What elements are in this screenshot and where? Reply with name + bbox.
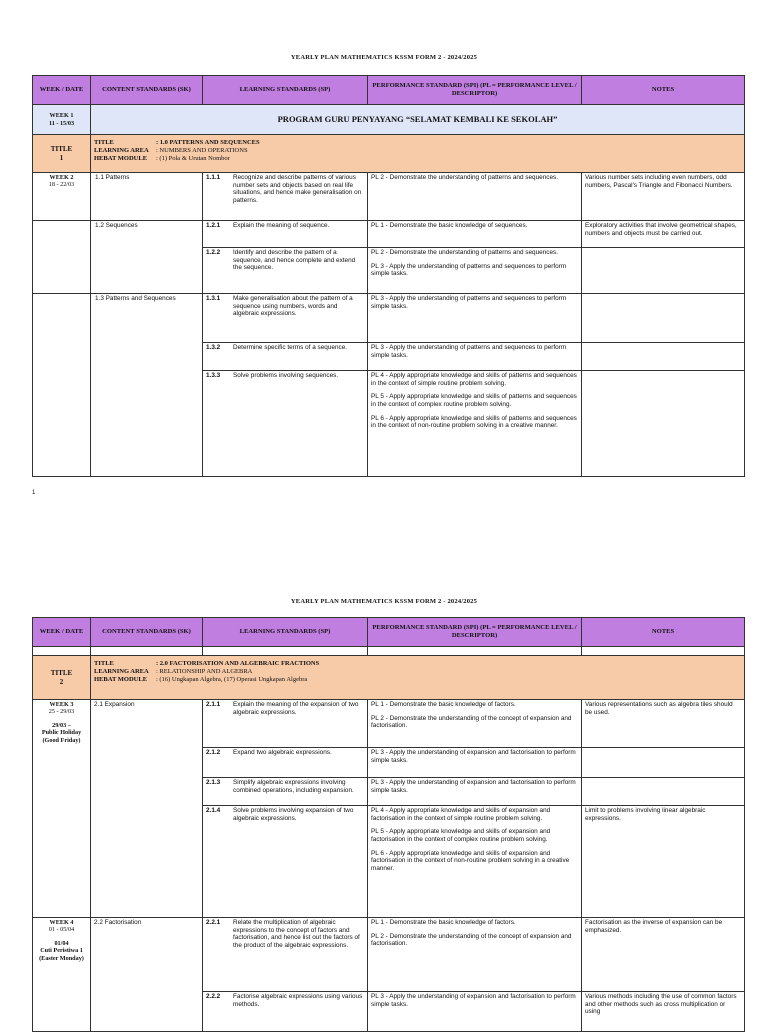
table-row [33, 221, 745, 248]
area-value: : RELATIONSHIP AND ALGEBRA [156, 667, 253, 675]
title-row [33, 135, 745, 173]
week-label: WEEK 1 [49, 112, 74, 120]
sp-number: 2.2.2 [206, 993, 221, 1000]
performance-standard [368, 248, 582, 294]
module-value: : (16) Ungkapan Algebra, (17) Operasi Ungkapan Algebra [156, 675, 308, 683]
note [582, 778, 745, 806]
pl-item: PL 6 - Apply appropriate knowledge and skills of patterns and sequences in the context of non-routine problem solving in a creative manner. [371, 414, 577, 430]
sp-text: Identify and describe the pattern of a sequence, and hence complete and extend the sequence. [233, 249, 356, 272]
header-week: WEEK / DATE [33, 618, 91, 647]
sp-number: 1.1.1 [206, 174, 221, 181]
learning-standard [203, 778, 368, 806]
blank-cell [582, 647, 745, 656]
plan-table-2 [32, 617, 745, 1032]
note: Various number sets including even numbers, odd numbers, Pascal's Triangle and Fibonacci Numbers. [582, 173, 745, 221]
pl-item: PL 5 - Apply appropriate knowledge and skills of patterns and sequences in the context of complex routine problem solving. [371, 393, 577, 409]
performance-standard: PL 3 - Apply the understanding of patterns and sequences to perform simple tasks. [368, 294, 582, 343]
performance-standard: PL 1 - Demonstrate the basic knowledge of sequences. [368, 221, 582, 248]
sp-number: 2.1.2 [206, 749, 221, 756]
sp-number: 1.2.2 [206, 249, 221, 256]
week4-cell [33, 918, 91, 1032]
holiday-date: 29/03 – [52, 721, 71, 729]
sp-text: Simplify algebraic expressions involving combined operations, including expansion. [233, 779, 354, 794]
pl-item: PL 5 - Apply appropriate knowledge and skills of expansion and factorisation in the context of complex routine problem solving. [371, 828, 551, 844]
sp-number: 2.1.1 [206, 701, 221, 708]
sp-text: Solve problems involving sequences. [233, 372, 339, 379]
week-date: 18 - 22/03 [48, 181, 75, 189]
week-date: 25 - 29/03 [48, 708, 75, 716]
pl-item: PL 1 - Demonstrate the basic knowledge of factors. [371, 701, 516, 708]
sp-text: Explain the meaning of the expansion of two algebraic expressions. [233, 701, 359, 716]
note: Various methods including the use of common factors and other methods such as cross multiplication or using [582, 992, 745, 1032]
blank-row [33, 647, 745, 656]
week-date: 11 - 15/03 [48, 119, 75, 127]
header-performance: PERFORMANCE STANDARD (SPI) (PL = PERFORMANCE LEVEL / DESCRIPTOR) [368, 76, 582, 105]
blank-cell [368, 647, 582, 656]
page-number: 1 [32, 490, 36, 496]
note [582, 343, 745, 371]
table-row [33, 700, 745, 748]
blank-cell [33, 647, 91, 656]
learning-standard [203, 371, 368, 477]
table-row [33, 918, 745, 992]
learning-standard [203, 992, 368, 1032]
sp-number: 2.1.4 [206, 807, 221, 814]
title-value: : 2.0 FACTORISATION AND ALGEBRAIC FRACTIONS [156, 660, 320, 667]
title-label: TITLE [50, 669, 73, 678]
note: Limit to problems involving linear algebraic expressions. [582, 806, 745, 918]
content-standard: 1.1 Patterns [91, 173, 203, 221]
page-title: YEARLY PLAN MATHEMATICS KSSM FORM 2 - 2024/2025 [290, 598, 478, 605]
week-date: 01 - 05/04 [48, 926, 75, 934]
performance-standard [368, 918, 582, 992]
learning-standard [203, 294, 368, 343]
learning-standard [203, 700, 368, 748]
area-value: : NUMBERS AND OPERATIONS [156, 146, 248, 154]
holiday-name: Cuti Peristiwa 1 (Easter Monday) [39, 947, 84, 962]
module-value: : (1) Pola & Urutan Nombor [156, 154, 230, 162]
title-info [91, 656, 745, 700]
note [582, 248, 745, 294]
title-number: 2 [59, 677, 64, 686]
sp-text: Explain the meaning of sequence. [233, 222, 330, 229]
pl-item: PL 3 - Apply the understanding of patterns and sequences to perform simple tasks. [371, 262, 567, 278]
note: Factorisation as the inverse of expansion can be emphasized. [582, 918, 745, 992]
performance-standard [368, 371, 582, 477]
sp-text: Make generalisation about the pattern of a sequence using numbers, words and algebraic expressions. [233, 295, 353, 318]
learning-standard [203, 918, 368, 992]
page-title: YEARLY PLAN MATHEMATICS KSSM FORM 2 - 2024/2025 [290, 54, 478, 61]
pl-item: PL 4 - Apply appropriate knowledge and skills of patterns and sequences in the context of simple routine problem solving. [371, 372, 577, 387]
holiday-date: 01/04 [54, 939, 69, 947]
area-key: LEARNING AREA [94, 146, 149, 154]
note [582, 294, 745, 343]
learning-standard [203, 173, 368, 221]
title-cell [33, 656, 91, 700]
title-info [91, 135, 745, 173]
title-value: : 1.0 PATTERNS AND SEQUENCES [156, 139, 260, 146]
header-week: WEEK / DATE [33, 76, 91, 105]
learning-standard [203, 248, 368, 294]
header-learning: LEARNING STANDARDS (SP) [203, 76, 368, 105]
title-number: 1 [59, 153, 64, 162]
header-content: CONTENT STANDARDS (SK) [91, 76, 203, 105]
title-cell [33, 135, 91, 173]
performance-standard [368, 806, 582, 918]
program-banner: PROGRAM GURU PENYAYANG “SELAMAT KEMBALI KE SEKOLAH” [91, 105, 745, 135]
pl-item: PL 2 - Demonstrate the understanding of the concept of expansion and factorisation. [371, 932, 572, 948]
table-row [33, 173, 745, 221]
blank-cell [203, 647, 368, 656]
sp-number: 1.2.1 [206, 222, 221, 229]
header-content: CONTENT STANDARDS (SK) [91, 618, 203, 647]
week3-cell [33, 700, 91, 918]
performance-standard: PL 3 - Apply the understanding of expansion and factorisation to perform simple tasks. [368, 778, 582, 806]
header-notes: NOTES [582, 618, 745, 647]
pl-item: PL 6 - Apply appropriate knowledge and skills of expansion and factorisation in the context of non-routine problem solving in a creative manner. [371, 849, 570, 873]
learning-standard [203, 748, 368, 778]
performance-standard: PL 3 - Apply the understanding of expansion and factorisation to perform simple tasks. [368, 748, 582, 778]
pl-item: PL 2 - Demonstrate the understanding of patterns and sequences. [371, 249, 558, 256]
sp-number: 1.3.1 [206, 295, 221, 302]
module-key: HEBAT MODULE [94, 675, 148, 683]
header-learning: LEARNING STANDARDS (SP) [203, 618, 368, 647]
week-label: WEEK 3 [49, 701, 74, 708]
sp-text: Recognize and describe patterns of various number sets and objects based on real life situations, and hence make generalisation on patterns. [233, 174, 362, 205]
week-label: WEEK 4 [49, 919, 74, 926]
table-row [33, 294, 745, 343]
area-key: LEARNING AREA [94, 667, 149, 675]
performance-standard [368, 700, 582, 748]
plan-table-1 [32, 75, 745, 477]
week-cell [33, 294, 91, 477]
sp-text: Expand two algebraic expressions. [233, 749, 332, 756]
title-key: TITLE [94, 660, 114, 667]
content-standard: 2.1 Expansion [91, 700, 203, 918]
week-cell [33, 221, 91, 294]
learning-standard [203, 806, 368, 918]
title-key: TITLE [94, 139, 114, 146]
header-notes: NOTES [582, 76, 745, 105]
pl-item: PL 4 - Apply appropriate knowledge and skills of expansion and factorisation in the context of simple routine problem solving. [371, 807, 551, 822]
sp-text: Solve problems involving expansion of two algebraic expressions. [233, 807, 354, 822]
learning-standard [203, 221, 368, 248]
title-label: TITLE [50, 145, 73, 154]
pl-item: PL 1 - Demonstrate the basic knowledge of factors. [371, 919, 516, 926]
week1-cell [33, 105, 91, 135]
note [582, 748, 745, 778]
sp-text: Determine specific terms of a sequence. [233, 344, 348, 351]
blank-cell [91, 647, 203, 656]
pl-item: PL 2 - Demonstrate the understanding of the concept of expansion and factorisation. [371, 714, 572, 730]
week1-row [33, 105, 745, 135]
week-label: WEEK 2 [49, 174, 74, 181]
header-row [33, 76, 745, 105]
sp-number: 2.1.3 [206, 779, 221, 786]
note [582, 371, 745, 477]
performance-standard: PL 2 - Demonstrate the understanding of patterns and sequences. [368, 173, 582, 221]
content-standard: 1.2 Sequences [91, 221, 203, 294]
holiday-name: Public Holiday (Good Friday) [41, 729, 82, 744]
sp-number: 1.3.3 [206, 372, 221, 379]
content-standard: 1.3 Patterns and Sequences [91, 294, 203, 477]
note: Exploratory activities that involve geometrical shapes, numbers and objects must be carried out. [582, 221, 745, 248]
note: Various representations such as algebra tiles should be used. [582, 700, 745, 748]
module-key: HEBAT MODULE [94, 154, 148, 162]
sp-number: 1.3.2 [206, 344, 221, 351]
sp-text: Factorise algebraic expressions using various methods. [233, 993, 363, 1008]
header-row [33, 618, 745, 647]
title-row [33, 656, 745, 700]
learning-standard [203, 343, 368, 371]
week2-cell [33, 173, 91, 221]
performance-standard: PL 3 - Apply the understanding of patterns and sequences to perform simple tasks. [368, 343, 582, 371]
sp-text: Relate the multiplication of algebraic expressions to the concept of factors and factorisation, and hence list out the factors of the product of the algebraic expressions. [233, 919, 360, 950]
performance-standard: PL 3 - Apply the understanding of expansion and factorisation to perform simple tasks. [368, 992, 582, 1032]
header-performance: PERFORMANCE STANDARD (SPI) (PL = PERFORMANCE LEVEL / DESCRIPTOR) [368, 618, 582, 647]
sp-number: 2.2.1 [206, 919, 221, 926]
content-standard: 2.2 Factorisation [91, 918, 203, 1032]
